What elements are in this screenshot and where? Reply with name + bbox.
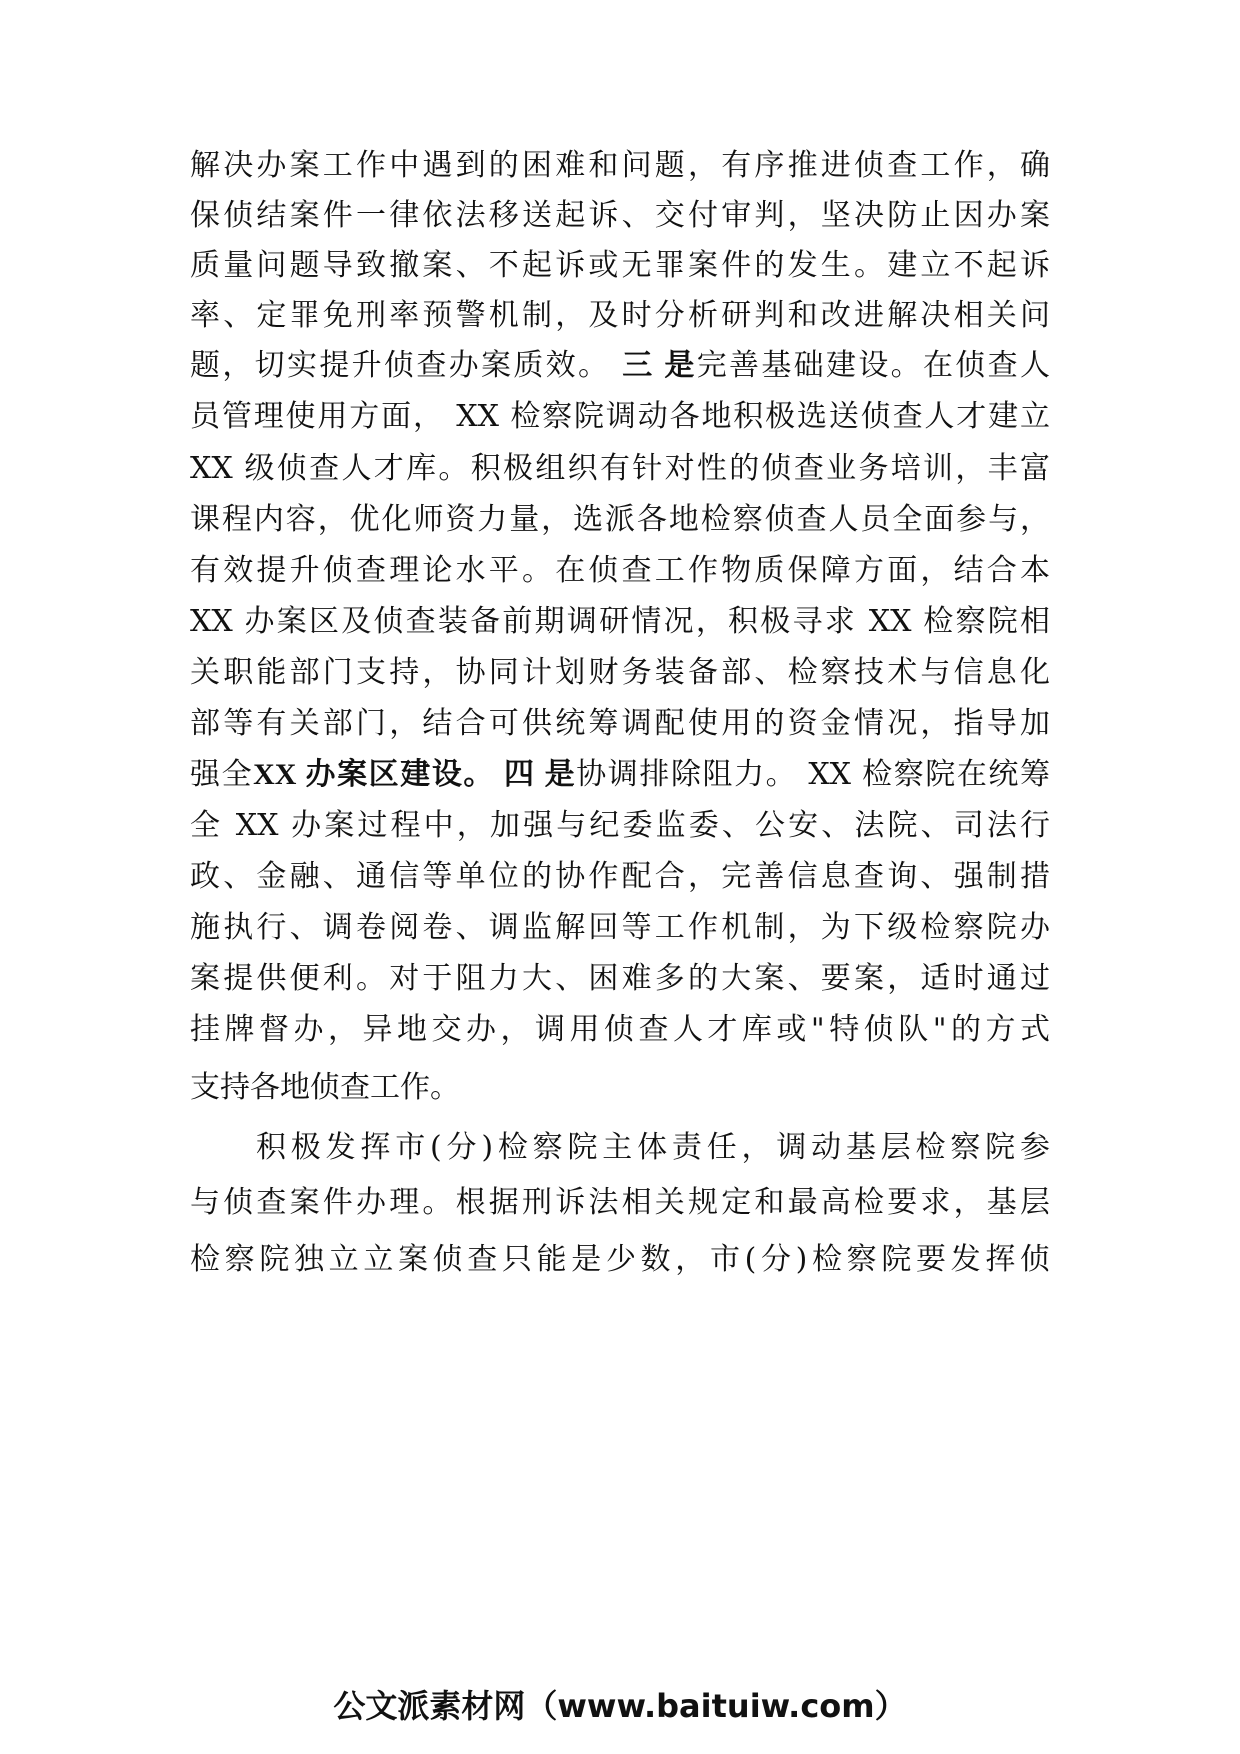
paragraph-first-line: 积极发挥市(分)检察院主体责任，调动基层检察院参 bbox=[256, 1130, 1050, 1165]
body-line: XX 级侦查人才库。积极组织有针对性的侦查业务培训，丰富 bbox=[190, 451, 1050, 486]
footer-watermark: 公文派素材网（www.baituiw.com） bbox=[333, 1687, 907, 1725]
bold-emphasis: XX 办案区建设。 四 是 bbox=[253, 758, 577, 791]
body-line: 检察院独立立案侦查只能是少数，市(分)检察院要发挥侦 bbox=[190, 1242, 1050, 1277]
body-text: 完善基础建设。在侦查人 bbox=[696, 348, 1051, 383]
body-line: 率、定罪免刑率预警机制，及时分析研判和改进解决相关问 bbox=[190, 298, 1050, 333]
bold-emphasis: 三 是 bbox=[622, 349, 697, 382]
body-line: 解决办案工作中遇到的困难和问题，有序推进侦查工作，确 bbox=[190, 148, 1050, 183]
body-line: 全 XX 办案过程中，加强与纪委监委、公安、法院、司法行 bbox=[190, 808, 1050, 843]
body-line: 课程内容，优化师资力量，选派各地检察侦查人员全面参与， bbox=[190, 502, 1050, 537]
body-line: 施执行、调卷阅卷、调监解回等工作机制，为下级检察院办 bbox=[190, 910, 1050, 945]
body-line: 有效提升侦查理论水平。在侦查工作物质保障方面，结合本 bbox=[190, 553, 1050, 588]
body-text: 协调排除阻力。 XX 检察院在统筹 bbox=[576, 757, 1050, 792]
body-line: 质量问题导致撤案、不起诉或无罪案件的发生。建立不起诉 bbox=[190, 248, 1050, 283]
body-line bbox=[190, 755, 1050, 795]
body-text: 强全 bbox=[190, 757, 254, 792]
body-line: XX 办案区及侦查装备前期调研情况，积极寻求 XX 检察院相 bbox=[190, 604, 1050, 639]
body-line: 支持各地侦查工作。 bbox=[190, 1070, 460, 1105]
body-line: 挂牌督办，异地交办，调用侦查人才库或"特侦队"的方式 bbox=[190, 1012, 1050, 1047]
body-line bbox=[190, 346, 1050, 386]
body-text: 题，切实提升侦查办案质效。 bbox=[190, 348, 623, 383]
body-line: 保侦结案件一律依法移送起诉、交付审判，坚决防止因办案 bbox=[190, 198, 1050, 233]
body-line: 员管理使用方面， XX 检察院调动各地积极选送侦查人才建立 bbox=[190, 399, 1050, 434]
body-line: 关职能部门支持，协同计划财务装备部、检察技术与信息化 bbox=[190, 655, 1050, 690]
body-line: 部等有关部门，结合可供统筹调配使用的资金情况，指导加 bbox=[190, 706, 1050, 741]
body-line: 政、金融、通信等单位的协作配合，完善信息查询、强制措 bbox=[190, 859, 1050, 894]
body-line: 与侦查案件办理。根据刑诉法相关规定和最高检要求，基层 bbox=[190, 1185, 1050, 1220]
body-line: 案提供便利。对于阻力大、困难多的大案、要案，适时通过 bbox=[190, 961, 1050, 996]
